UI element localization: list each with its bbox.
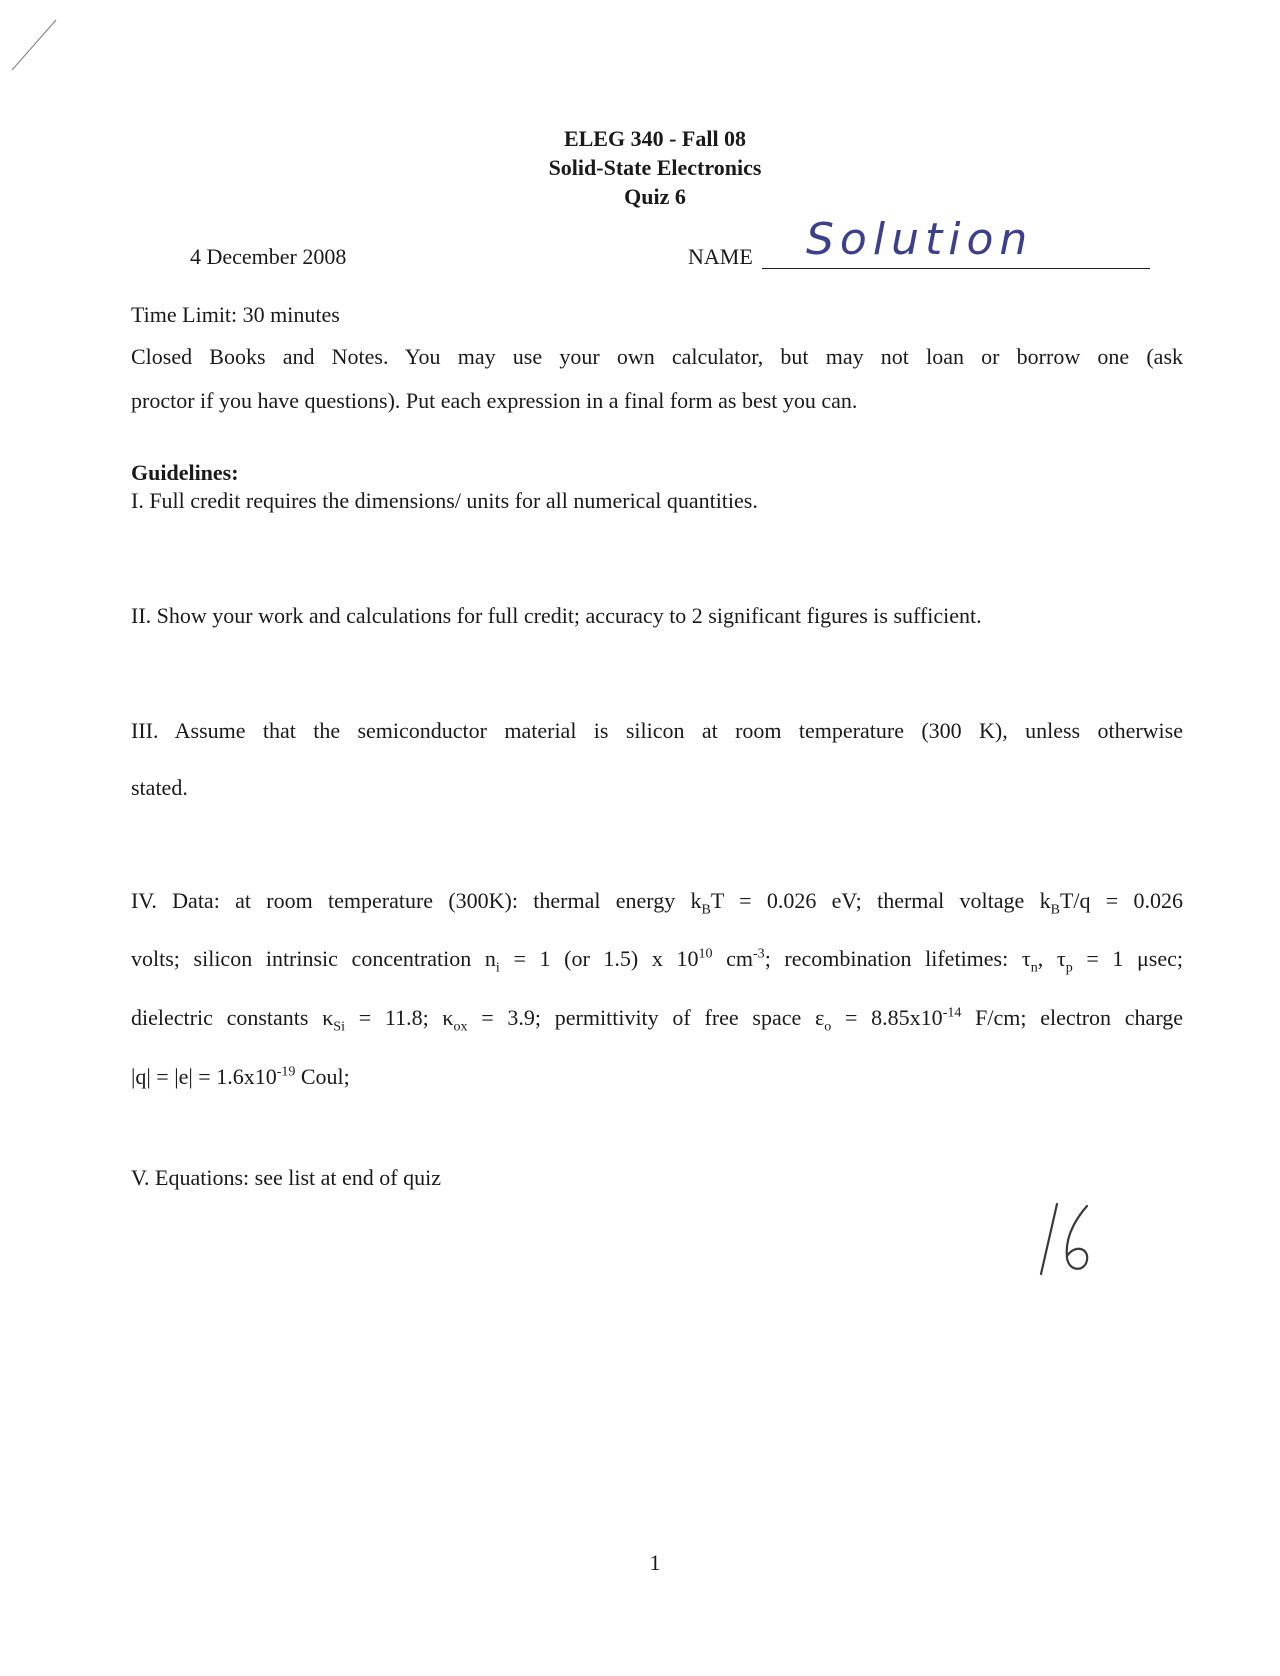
guideline-3-line-1: III. Assume that the semiconductor material is silicon at room temperature (300 K), unless otherwise: [131, 718, 1183, 743]
time-limit: Time Limit: 30 minutes: [131, 302, 340, 327]
quiz-date: 4 December 2008: [190, 244, 347, 269]
pen-stroke-mark: [8, 14, 68, 74]
guideline-5: V. Equations: see list at end of quiz: [131, 1165, 441, 1190]
quiz-header: [0, 124, 1280, 211]
score-value: 16: [1035, 1200, 1036, 1201]
guideline-4-line-4: $|q| = |e| = 1.6x10^{-19}$ Coul;: [131, 1064, 350, 1089]
guideline-4-line-1: IV. Data: at room temperature (300K): thermal energy $k_BT = 0.026$ eV; thermal voltage $k_BT/q = 0.026$: [131, 888, 1183, 918]
name-label: NAME: [688, 244, 753, 269]
subject-title: Solid-State Electronics: [548, 155, 762, 180]
instructions-line-2: proctor if you have questions). Put each expression in a final form as best you can.: [131, 388, 858, 413]
guideline-4-line-2: volts; silicon intrinsic concentration $n_i = 1$ (or 1.5) x $10^{10}$ $cm^{-3}$; recombination lifetimes: $\tau_n$, $\tau_p = 1$ μsec;: [131, 946, 1183, 976]
name-underline: [762, 268, 1150, 269]
quiz-title: Quiz 6: [624, 184, 686, 209]
handwritten-name: Solution: [806, 214, 1034, 265]
course-title: ELEG 340 - Fall 08: [563, 126, 747, 151]
handwritten-score: [1035, 1200, 1095, 1280]
guideline-2: II. Show your work and calculations for full credit; accuracy to 2 significant figures is sufficient.: [131, 603, 982, 628]
guideline-3-line-2: stated.: [131, 775, 188, 800]
guideline-4-line-3: dielectric constants $\kappa_{Si} = 11.8$; $\kappa_{ox} = 3.9$; permittivity of free space $\varepsilon_o = 8.85x10^{-14}$ F/cm; electron charge: [131, 1005, 1184, 1035]
name-field: [688, 214, 1150, 272]
guidelines-title: Guidelines:: [131, 460, 239, 485]
page-number: 1: [649, 1550, 661, 1575]
guideline-1: I. Full credit requires the dimensions/ units for all numerical quantities.: [131, 488, 758, 513]
instructions-line-1: Closed Books and Notes. You may use your own calculator, but may not loan or borrow one (ask: [131, 344, 1183, 369]
